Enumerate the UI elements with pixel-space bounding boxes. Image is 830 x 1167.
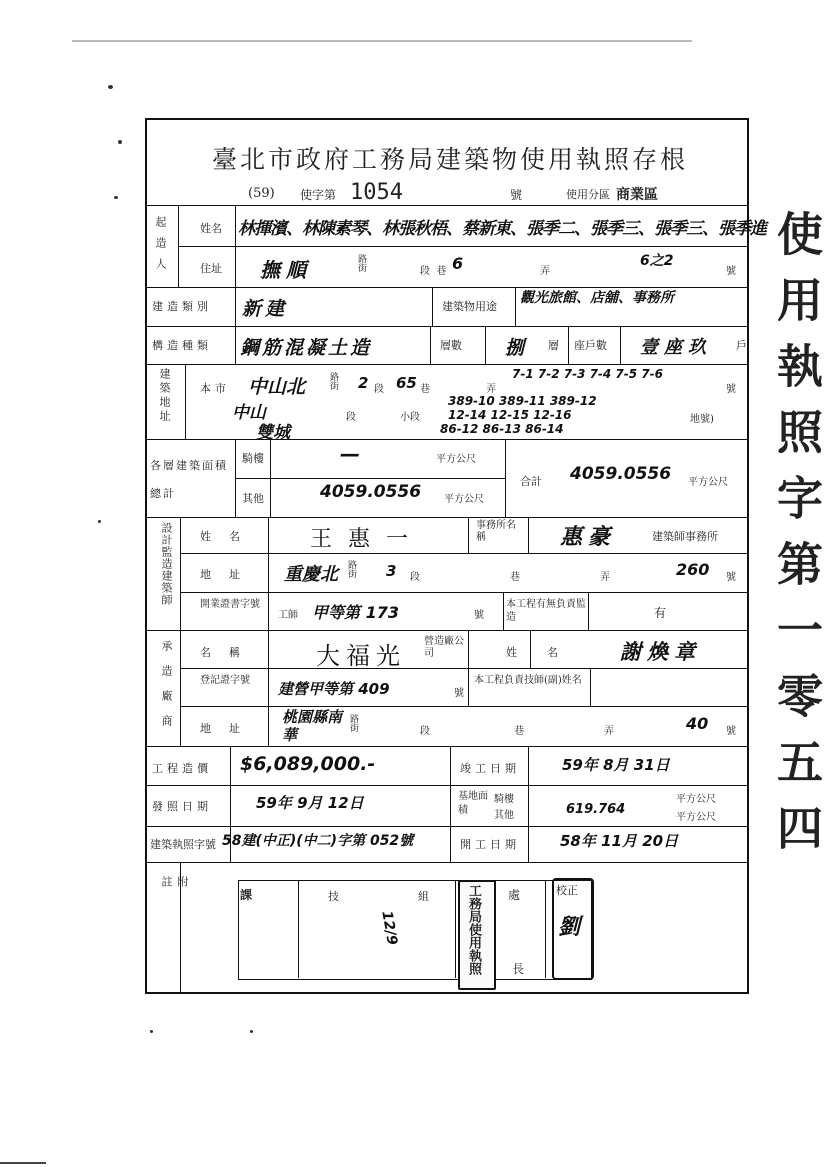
site-lane-label: 巷 — [420, 384, 430, 395]
contractor-road-label: 路街 — [350, 715, 360, 734]
designer-address-section: 3 — [386, 562, 397, 580]
structure-value: 鋼筋混凝土造 — [240, 337, 373, 359]
margin-text: 使用執照字第一零五四 — [770, 210, 824, 870]
build-type-label: 建造類別 — [152, 300, 212, 313]
builder-lane-label: 段 巷 — [420, 266, 447, 277]
contractor-lane-label: 巷 — [514, 726, 524, 737]
designer-office-label: 事務所名稱 — [476, 520, 516, 543]
approval-divider — [545, 880, 546, 978]
builder-alley-label: 弄 — [540, 266, 550, 277]
finish-date-value: 59年 8月 31日 — [562, 756, 670, 774]
arcade-unit: 平方公尺 — [436, 454, 476, 465]
contractor-person-label: 姓名 — [506, 646, 588, 659]
structure-label: 構造種類 — [152, 339, 212, 352]
designer-cert-suffix: 號 — [474, 610, 484, 621]
approval-team-label: 組 — [418, 890, 429, 903]
other-area-unit: 平方公尺 — [444, 494, 484, 505]
site-subsection-label: 小段 — [400, 412, 420, 423]
scan-edge-mark — [0, 1162, 46, 1164]
builder-street-label: 路街 — [358, 255, 368, 274]
base-other-value: 619.764 — [566, 802, 626, 817]
designer-alley-label: 弄 — [600, 572, 610, 583]
floors-label: 層數 — [440, 339, 462, 352]
finish-date-label: 竣工日期 — [460, 762, 520, 775]
total-area-unit: 平方公尺 — [688, 477, 728, 488]
license-suffix: 號 — [510, 188, 523, 202]
site-section-label: 建築地址 — [158, 368, 171, 424]
cost-label: 工程造價 — [152, 762, 212, 775]
builder-address-no: 6之2 — [640, 253, 674, 269]
approval-specialist-label: 技 — [328, 890, 339, 903]
builder-names: 林揮濱、林陳素琴、林張秋梧、蔡新東、張季二、張季三、張季三、張季進 — [238, 219, 766, 239]
form-title: 臺北市政府工務局建築物使用執照存根 — [211, 145, 688, 174]
arcade-value: — — [340, 442, 360, 466]
contractor-name-value: 大福光 — [316, 642, 406, 670]
other-area-value: 4059.0556 — [320, 482, 422, 502]
designer-cert-label: 開業證書字號 — [200, 599, 260, 610]
contractor-no-label: 號 — [726, 726, 736, 737]
site-section-no-label: 段 — [374, 384, 384, 395]
units-value: 壹座玖 — [640, 337, 712, 358]
approval-divider — [455, 880, 456, 978]
contractor-section-label-text: 段 — [420, 726, 430, 737]
base-other-label: 其他 — [494, 810, 514, 821]
scan-speck — [250, 1030, 253, 1033]
site-district: 中山 — [232, 403, 266, 423]
approval-box — [238, 880, 592, 980]
approval-date-note: 12/9 — [378, 909, 401, 947]
cost-value: $6,089,000.- — [240, 753, 376, 775]
designer-address-road: 重慶北 — [284, 564, 338, 585]
building-use-value: 觀光旅館、店舖、事務所 — [520, 290, 674, 306]
units-label: 座戶數 — [574, 339, 607, 352]
notes-section-label: 附註 — [160, 876, 189, 957]
units-unit: 戶 — [736, 339, 747, 352]
site-alley-label: 弄 — [486, 384, 496, 395]
site-lot-label: 段 — [346, 412, 356, 423]
contractor-name-suffix: 營造廠公司 — [424, 636, 464, 659]
builder-lane: 6 — [452, 254, 464, 273]
designer-address-label: 地址 — [200, 568, 258, 581]
issue-date-value: 59年 9月 12日 — [256, 794, 364, 812]
floors-unit: 層 — [548, 339, 559, 352]
scan-mark — [72, 40, 692, 42]
site-road: 中山北 — [248, 376, 306, 398]
contractor-name-label: 名稱 — [200, 646, 258, 659]
designer-section-label: 設計監造建築師 — [160, 522, 173, 606]
issue-date-label: 發照日期 — [152, 800, 212, 813]
contractor-address-value: 桃園縣南華 — [282, 708, 343, 744]
designer-lane-label: 巷 — [510, 572, 520, 583]
check-stamp-label: 校正 — [556, 884, 578, 897]
license-year: (59) — [248, 186, 275, 201]
total-area-label: 合計 — [520, 475, 542, 488]
contractor-reg-suffix: 號 — [454, 688, 464, 699]
builder-no-label: 號 — [726, 266, 736, 277]
total-area-value: 4059.0556 — [570, 464, 672, 484]
site-lots-2: 12-14 12-15 12-16 — [448, 408, 572, 422]
contractor-section-label: 承造廠商 — [160, 640, 173, 740]
site-lane-no: 65 — [396, 374, 417, 392]
designer-cert-value: 甲等第 173 — [312, 603, 399, 622]
builder-address-city: 撫順 — [260, 258, 312, 282]
approval-chief-label: 課 — [240, 888, 253, 902]
check-stamp-name: 劉 — [558, 915, 581, 940]
designer-section-label-text: 段 — [410, 572, 420, 583]
arcade-label: 騎樓 — [242, 452, 264, 465]
license-word: 使字第 — [300, 188, 337, 202]
designer-name-value: 王惠一 — [310, 527, 425, 552]
builder-address-label: 住址 — [200, 262, 222, 275]
permit-value: 58建(中正)(中二)字第 052號 — [222, 833, 414, 849]
base-arcade-label: 騎樓 — [494, 794, 514, 805]
designer-office-value: 惠豪 — [560, 525, 617, 550]
contractor-tech-label: 本工程負責技師(副)姓名 — [474, 675, 582, 686]
contractor-person-value: 謝煥章 — [620, 640, 701, 664]
seal-stamp-text: 工務局使用執照 — [466, 884, 481, 975]
supervisor-label: 本工程有無負責監造 — [506, 599, 586, 623]
build-type-value: 新建 — [242, 298, 289, 320]
floors-value: 捌 — [505, 337, 525, 359]
designer-cert-prefix: 工師 — [278, 610, 298, 621]
builder-name-label: 姓名 — [200, 222, 222, 235]
base-other-unit: 平方公尺 — [676, 812, 716, 823]
approval-divider — [298, 880, 299, 978]
contractor-reg-value: 建營甲等第 409 — [278, 680, 390, 698]
site-lots-3: 86-12 86-13 86-14 — [440, 422, 564, 436]
site-numbers: 7-1 7-2 7-3 7-4 7-5 7-6 — [512, 367, 663, 381]
scan-speck — [108, 85, 113, 89]
designer-no-label: 號 — [726, 572, 736, 583]
building-use-label: 建築物用途 — [442, 300, 497, 313]
zone-label: 使用分區 — [566, 188, 610, 201]
scan-speck — [114, 196, 118, 199]
contractor-alley-label: 弄 — [604, 726, 614, 737]
approval-division-label: 處 — [508, 888, 521, 902]
scan-speck — [98, 520, 101, 523]
approval-director-label: 長 — [512, 962, 525, 976]
zone-value: 商業區 — [616, 187, 658, 203]
contractor-address-label: 地址 — [200, 722, 258, 735]
builder-section-label: 起造人 — [154, 216, 167, 279]
scan-speck — [118, 140, 122, 144]
contractor-reg-label: 登記證字號 — [200, 675, 250, 686]
start-date-label: 開工日期 — [460, 838, 520, 851]
designer-address-no: 260 — [676, 560, 710, 579]
site-no-label: 號 — [726, 384, 736, 395]
contractor-address-no: 40 — [686, 714, 709, 733]
permit-label: 建築執照字號 — [150, 838, 216, 851]
base-arcade-unit: 平方公尺 — [676, 794, 716, 805]
site-city-label: 本市 — [200, 382, 230, 395]
site-section-no: 2 — [358, 374, 369, 392]
site-road-label: 路街 — [330, 373, 340, 392]
base-area-label: 基地面積 — [458, 791, 488, 816]
designer-office-suffix: 建築師事務所 — [652, 530, 718, 543]
site-lot-suffix: 地號) — [690, 414, 714, 425]
site-place: 雙城 — [256, 423, 290, 443]
supervisor-value: 有 — [654, 606, 667, 620]
area-section-label: 各層建築面積總計 — [150, 459, 228, 500]
site-lots-1: 389-10 389-11 389-12 — [448, 394, 597, 408]
start-date-value: 58年 11月 20日 — [560, 832, 679, 850]
other-area-label: 其他 — [242, 492, 264, 505]
scan-speck — [150, 1030, 153, 1033]
license-number: 1054 — [350, 180, 403, 205]
designer-road-label: 路街 — [348, 561, 358, 580]
designer-name-label: 姓名 — [200, 530, 258, 543]
